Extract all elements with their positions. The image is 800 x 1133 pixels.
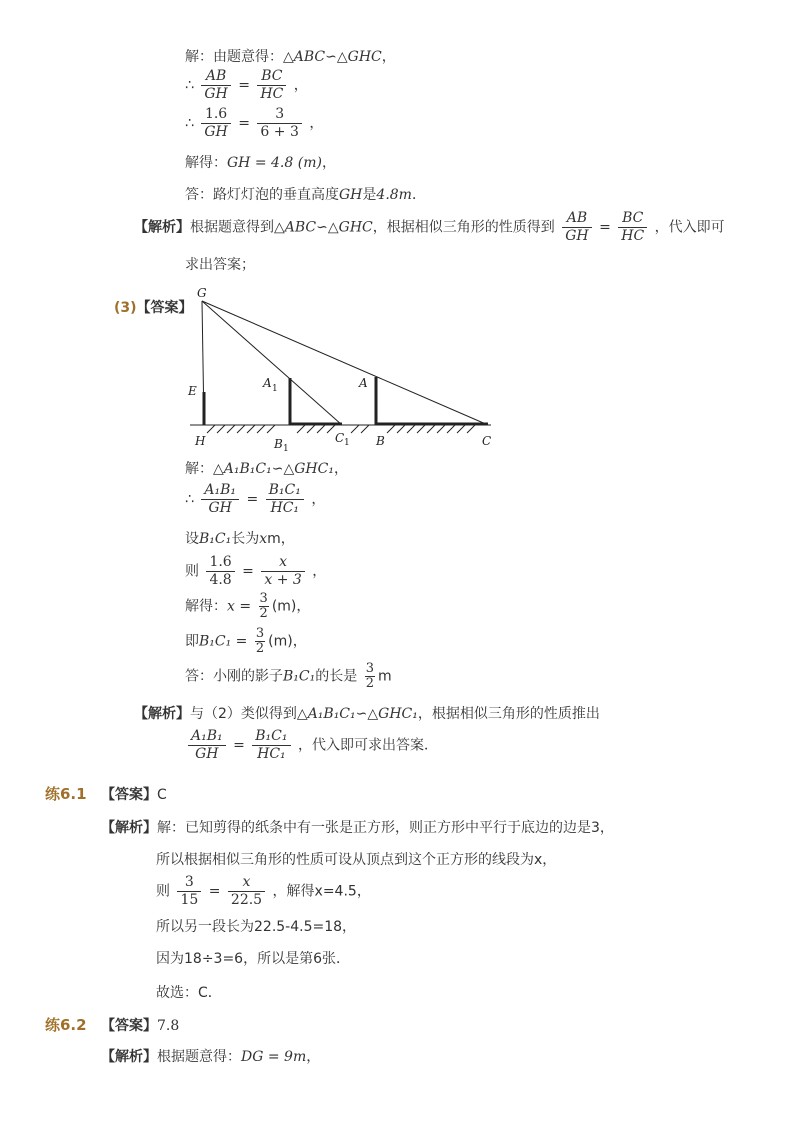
exercise-6-1-analysis-4: 所以另一段长为22.5-4.5=18， [156, 919, 357, 935]
exercise-6-1-analysis-1: 【解析】解：已知剪得的纸条中有一张是正方形，则正方形中平行于底边的边是3， [101, 820, 614, 836]
part3-b1c1-value: 即B₁C₁ = $\frac{3}{2}$ (m)， [185, 626, 307, 656]
part3-similarity: 解：△A₁B₁C₁∽△GHC₁， [185, 461, 348, 477]
fraction-a1b1-gh-analysis: $\frac{\text{A₁B₁}}{GH}$ [188, 728, 226, 763]
exercise-6-2-analysis: 【解析】根据题意得：DG = 9m， [101, 1049, 321, 1065]
fraction-3-9: $\frac{3}{6 + 3}$ [257, 106, 301, 141]
ray-to-c [202, 301, 488, 425]
label-a1-sub: 1 [272, 384, 278, 394]
fraction-16-48: $\frac{1.6}{4.8}$ [206, 554, 234, 589]
fraction-ab-gh: $\frac{AB}{GH}$ [201, 68, 230, 103]
label-e: E [188, 384, 197, 398]
ratio-line-1: ∴ $\frac{AB}{GH}$ = $\frac{BC}{HC}$ ， [185, 68, 308, 102]
analysis-part3-continued: $\frac{\text{A₁B₁}}{GH}$ = $\frac{\text{B₁C₁}}{\text{HC₁}}$ ，代入即可求出答案． [185, 728, 438, 763]
exercise-6-1-analysis-5: 因为18÷3=6，所以是第6张． [156, 951, 350, 967]
fraction-bc-hc-analysis: $\frac{BC}{HC}$ [618, 210, 647, 245]
fraction-3-2-c: $\frac{3}{2}$ [365, 661, 374, 691]
label-b1-sub: 1 [283, 444, 289, 454]
fraction-x-225: $\frac{x}{22.5}$ [228, 874, 265, 909]
part3-let-x: 设B₁C₁长为xm， [185, 531, 295, 547]
exercise-6-1-analysis-6: 故选：C． [156, 985, 222, 1001]
exercise-6-1-answer: 【答案】C [101, 787, 167, 803]
label-c1-sub: 1 [344, 438, 350, 448]
fraction-a1b1-gh: $\frac{\text{A₁B₁}}{GH}$ [201, 482, 239, 517]
answer-gh: 答：路灯灯泡的垂直高度GH是4.8m． [185, 187, 426, 203]
ratio-line-2: ∴ $\frac{1.6}{GH}$ = $\frac{3}{6 + 3}$ ， [185, 106, 324, 140]
exercise-6-2-answer: 【答案】7.8 [101, 1018, 180, 1034]
fraction-x-x3: $\frac{x}{x + 3}$ [261, 554, 304, 589]
label-b1: B [274, 437, 283, 451]
streetlight-shadow-diagram [185, 282, 505, 454]
part3-ratio: ∴ $\frac{\text{A₁B₁}}{GH}$ = $\frac{\text{B₁C₁}}{\text{HC₁}}$ ， [185, 482, 326, 516]
label-a: A [359, 376, 368, 390]
part3-proportion: 则 $\frac{1.6}{4.8}$ = $\frac{x}{x + 3}$ ， [185, 554, 327, 588]
exercise-6-2-label: 练6.2 [45, 1016, 87, 1034]
analysis-part2-continued: 求出答案； [185, 257, 255, 273]
ray-to-c1 [202, 301, 342, 425]
analysis-part2: 【解析】根据题意得到△ABC∽△GHC，根据相似三角形的性质得到 $\frac{AB}{GH}$ = $\frac{BC}{HC}$ ，代入即可 [134, 210, 725, 244]
solution-gh-value: 解得：GH = 4.8 (m)， [185, 155, 336, 171]
fraction-bc-hc: $\frac{BC}{HC}$ [257, 68, 286, 103]
label-c1: C [335, 431, 345, 445]
fraction-16-gh: $\frac{1.6}{GH}$ [201, 106, 230, 141]
exercise-6-1-label: 练6.1 [45, 785, 87, 803]
analysis-part3: 【解析】与（2）类似得到△A₁B₁C₁∽△GHC₁，根据相似三角形的性质推出 [134, 706, 600, 722]
fraction-ab-gh-analysis: $\frac{AB}{GH}$ [562, 210, 591, 245]
label-h: H [195, 434, 206, 448]
part3-label: (3)【答案】 [114, 300, 193, 316]
label-a1: A [263, 376, 272, 390]
fraction-3-2-b: $\frac{3}{2}$ [255, 626, 265, 656]
part3-answer: 答：小刚的影子B₁C₁的长是 $\frac{3}{2}$ m [185, 661, 392, 691]
label-b: B [376, 434, 385, 448]
fraction-3-15: $\frac{3}{15}$ [177, 874, 201, 909]
part3-solve-x: 解得：x = $\frac{3}{2}$ (m)， [185, 591, 311, 621]
fraction-b1c1-hc1-analysis: $\frac{\text{B₁C₁}}{\text{HC₁}}$ [252, 728, 290, 763]
exercise-6-1-analysis-2: 所以根据相似三角形的性质可设从顶点到这个正方形的线段为x， [156, 852, 557, 868]
label-c: C [482, 434, 492, 448]
solution-line-1: 解：由题意得：△ABC∽△GHC， [185, 49, 396, 65]
label-g: G [197, 286, 207, 300]
exercise-6-1-analysis-3: 则 $\frac{3}{15}$ = $\frac{x}{22.5}$ ，解得x=4.5， [156, 874, 371, 908]
fraction-b1c1-hc1: $\frac{\text{B₁C₁}}{\text{HC₁}}$ [266, 482, 304, 517]
fraction-3-2: $\frac{3}{2}$ [259, 591, 268, 621]
